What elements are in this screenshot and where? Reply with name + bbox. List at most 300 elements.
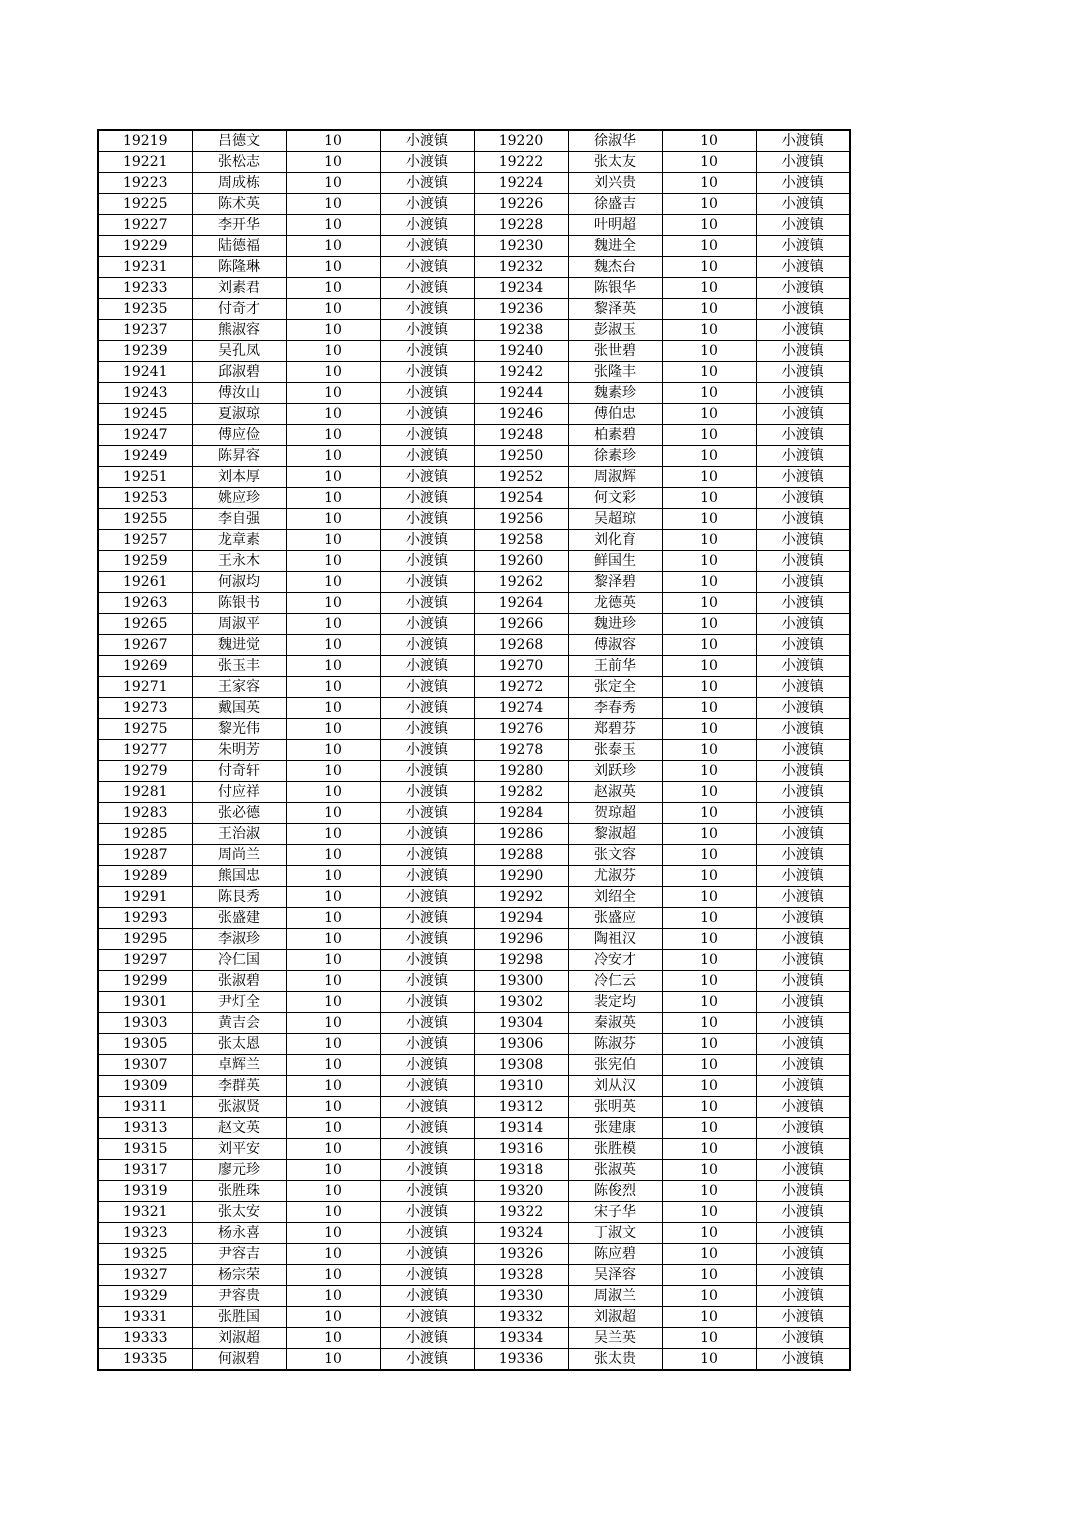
table-row: [98, 1034, 850, 1055]
count-cell: 10: [286, 1286, 380, 1307]
id-cell: 19293: [98, 908, 192, 929]
count-cell: 10: [662, 929, 756, 950]
name-cell: 张定全: [568, 677, 662, 698]
name-cell: 尹容吉: [192, 1244, 286, 1265]
town-cell: 小渡镇: [756, 341, 850, 362]
name-cell: 熊国忠: [192, 866, 286, 887]
name-cell: 陶祖汉: [568, 929, 662, 950]
name-cell: 李淑珍: [192, 929, 286, 950]
table-row: [98, 1118, 850, 1139]
name-cell: 卓辉兰: [192, 1055, 286, 1076]
town-cell: 小渡镇: [756, 152, 850, 173]
count-cell: 10: [286, 509, 380, 530]
count-cell: 10: [286, 1307, 380, 1328]
count-cell: 10: [662, 509, 756, 530]
count-cell: 10: [286, 446, 380, 467]
name-cell: 张盛建: [192, 908, 286, 929]
id-cell: 19231: [98, 257, 192, 278]
id-cell: 19319: [98, 1181, 192, 1202]
town-cell: 小渡镇: [756, 467, 850, 488]
id-cell: 19249: [98, 446, 192, 467]
name-cell: 傅淑容: [568, 635, 662, 656]
town-cell: 小渡镇: [380, 908, 474, 929]
town-cell: 小渡镇: [380, 1265, 474, 1286]
count-cell: 10: [286, 1097, 380, 1118]
count-cell: 10: [662, 950, 756, 971]
town-cell: 小渡镇: [380, 845, 474, 866]
town-cell: 小渡镇: [756, 866, 850, 887]
count-cell: 10: [286, 803, 380, 824]
id-cell: 19320: [474, 1181, 568, 1202]
name-cell: 戴国英: [192, 698, 286, 719]
table-row: [98, 446, 850, 467]
count-cell: 10: [662, 1181, 756, 1202]
count-cell: 10: [286, 698, 380, 719]
town-cell: 小渡镇: [756, 593, 850, 614]
name-cell: 何淑均: [192, 572, 286, 593]
count-cell: 10: [286, 929, 380, 950]
id-cell: 19327: [98, 1265, 192, 1286]
name-cell: 吴兰英: [568, 1328, 662, 1349]
name-cell: 刘本厚: [192, 467, 286, 488]
name-cell: 周淑平: [192, 614, 286, 635]
name-cell: 陈艮秀: [192, 887, 286, 908]
town-cell: 小渡镇: [756, 1034, 850, 1055]
count-cell: 10: [286, 1349, 380, 1371]
count-cell: 10: [286, 1055, 380, 1076]
count-cell: 10: [286, 1160, 380, 1181]
name-cell: 张太安: [192, 1202, 286, 1223]
name-cell: 张胜模: [568, 1139, 662, 1160]
town-cell: 小渡镇: [756, 677, 850, 698]
name-cell: 张世碧: [568, 341, 662, 362]
id-cell: 19288: [474, 845, 568, 866]
town-cell: 小渡镇: [380, 887, 474, 908]
town-cell: 小渡镇: [380, 362, 474, 383]
id-cell: 19305: [98, 1034, 192, 1055]
town-cell: 小渡镇: [380, 1055, 474, 1076]
id-cell: 19289: [98, 866, 192, 887]
town-cell: 小渡镇: [380, 782, 474, 803]
town-cell: 小渡镇: [756, 383, 850, 404]
name-cell: 张太贵: [568, 1349, 662, 1371]
name-cell: 李开华: [192, 215, 286, 236]
count-cell: 10: [662, 1349, 756, 1371]
name-cell: 邱淑碧: [192, 362, 286, 383]
count-cell: 10: [286, 782, 380, 803]
town-cell: 小渡镇: [380, 215, 474, 236]
town-cell: 小渡镇: [756, 1181, 850, 1202]
count-cell: 10: [286, 677, 380, 698]
town-cell: 小渡镇: [380, 130, 474, 152]
name-cell: 魏进珍: [568, 614, 662, 635]
id-cell: 19281: [98, 782, 192, 803]
table-row: [98, 593, 850, 614]
town-cell: 小渡镇: [756, 278, 850, 299]
town-cell: 小渡镇: [756, 761, 850, 782]
count-cell: 10: [662, 551, 756, 572]
id-cell: 19279: [98, 761, 192, 782]
name-cell: 陈昇容: [192, 446, 286, 467]
table-row: [98, 887, 850, 908]
id-cell: 19236: [474, 299, 568, 320]
name-cell: 周成栋: [192, 173, 286, 194]
id-cell: 19252: [474, 467, 568, 488]
count-cell: 10: [662, 1286, 756, 1307]
name-cell: 张必德: [192, 803, 286, 824]
id-cell: 19334: [474, 1328, 568, 1349]
table-row: [98, 488, 850, 509]
id-cell: 19221: [98, 152, 192, 173]
table-row: [98, 299, 850, 320]
count-cell: 10: [286, 1013, 380, 1034]
id-cell: 19264: [474, 593, 568, 614]
town-cell: 小渡镇: [380, 488, 474, 509]
name-cell: 张隆丰: [568, 362, 662, 383]
town-cell: 小渡镇: [756, 1118, 850, 1139]
town-cell: 小渡镇: [756, 236, 850, 257]
id-cell: 19300: [474, 971, 568, 992]
id-cell: 19220: [474, 130, 568, 152]
town-cell: 小渡镇: [756, 446, 850, 467]
town-cell: 小渡镇: [380, 1181, 474, 1202]
town-cell: 小渡镇: [380, 173, 474, 194]
id-cell: 19262: [474, 572, 568, 593]
id-cell: 19292: [474, 887, 568, 908]
count-cell: 10: [662, 866, 756, 887]
count-cell: 10: [662, 383, 756, 404]
count-cell: 10: [662, 1097, 756, 1118]
count-cell: 10: [662, 824, 756, 845]
name-cell: 龙章素: [192, 530, 286, 551]
name-cell: 付奇轩: [192, 761, 286, 782]
town-cell: 小渡镇: [756, 740, 850, 761]
count-cell: 10: [662, 908, 756, 929]
count-cell: 10: [662, 782, 756, 803]
table-row: [98, 677, 850, 698]
table-row: [98, 130, 850, 152]
table-row: [98, 1013, 850, 1034]
count-cell: 10: [662, 1307, 756, 1328]
town-cell: 小渡镇: [380, 278, 474, 299]
town-cell: 小渡镇: [756, 1223, 850, 1244]
id-cell: 19245: [98, 404, 192, 425]
id-cell: 19248: [474, 425, 568, 446]
name-cell: 魏进觉: [192, 635, 286, 656]
count-cell: 10: [286, 488, 380, 509]
town-cell: 小渡镇: [756, 425, 850, 446]
name-cell: 付奇才: [192, 299, 286, 320]
town-cell: 小渡镇: [380, 740, 474, 761]
id-cell: 19308: [474, 1055, 568, 1076]
id-cell: 19229: [98, 236, 192, 257]
count-cell: 10: [286, 257, 380, 278]
id-cell: 19296: [474, 929, 568, 950]
town-cell: 小渡镇: [380, 236, 474, 257]
id-cell: 19312: [474, 1097, 568, 1118]
count-cell: 10: [286, 887, 380, 908]
table-row: [98, 719, 850, 740]
id-cell: 19285: [98, 824, 192, 845]
count-cell: 10: [662, 971, 756, 992]
name-cell: 龙德英: [568, 593, 662, 614]
count-cell: 10: [662, 1328, 756, 1349]
id-cell: 19239: [98, 341, 192, 362]
id-cell: 19324: [474, 1223, 568, 1244]
name-cell: 陈应碧: [568, 1244, 662, 1265]
name-cell: 郑碧芬: [568, 719, 662, 740]
name-cell: 吴泽容: [568, 1265, 662, 1286]
count-cell: 10: [286, 1202, 380, 1223]
name-cell: 刘淑超: [568, 1307, 662, 1328]
town-cell: 小渡镇: [756, 719, 850, 740]
count-cell: 10: [662, 152, 756, 173]
id-cell: 19307: [98, 1055, 192, 1076]
name-cell: 周淑辉: [568, 467, 662, 488]
table-row: [98, 992, 850, 1013]
table-row: [98, 971, 850, 992]
town-cell: 小渡镇: [380, 1328, 474, 1349]
town-cell: 小渡镇: [756, 173, 850, 194]
table-row: [98, 698, 850, 719]
id-cell: 19230: [474, 236, 568, 257]
data-table: [97, 129, 851, 1371]
town-cell: 小渡镇: [756, 1139, 850, 1160]
table-row: [98, 1097, 850, 1118]
count-cell: 10: [286, 1328, 380, 1349]
id-cell: 19233: [98, 278, 192, 299]
table-row: [98, 929, 850, 950]
id-cell: 19283: [98, 803, 192, 824]
count-cell: 10: [286, 404, 380, 425]
count-cell: 10: [662, 362, 756, 383]
name-cell: 陈隆琳: [192, 257, 286, 278]
town-cell: 小渡镇: [380, 635, 474, 656]
name-cell: 冷仁国: [192, 950, 286, 971]
town-cell: 小渡镇: [380, 446, 474, 467]
town-cell: 小渡镇: [756, 572, 850, 593]
town-cell: 小渡镇: [380, 971, 474, 992]
town-cell: 小渡镇: [756, 551, 850, 572]
table-row: [98, 341, 850, 362]
name-cell: 黎泽英: [568, 299, 662, 320]
town-cell: 小渡镇: [756, 824, 850, 845]
id-cell: 19247: [98, 425, 192, 446]
town-cell: 小渡镇: [380, 803, 474, 824]
name-cell: 叶明超: [568, 215, 662, 236]
count-cell: 10: [286, 1118, 380, 1139]
name-cell: 黎淑超: [568, 824, 662, 845]
count-cell: 10: [286, 950, 380, 971]
id-cell: 19273: [98, 698, 192, 719]
town-cell: 小渡镇: [380, 1160, 474, 1181]
count-cell: 10: [662, 656, 756, 677]
town-cell: 小渡镇: [756, 215, 850, 236]
town-cell: 小渡镇: [756, 845, 850, 866]
table-row: [98, 614, 850, 635]
town-cell: 小渡镇: [380, 1097, 474, 1118]
name-cell: 周尚兰: [192, 845, 286, 866]
town-cell: 小渡镇: [380, 1034, 474, 1055]
name-cell: 李春秀: [568, 698, 662, 719]
town-cell: 小渡镇: [756, 656, 850, 677]
town-cell: 小渡镇: [756, 1265, 850, 1286]
count-cell: 10: [662, 1244, 756, 1265]
name-cell: 吕德文: [192, 130, 286, 152]
table-row: [98, 278, 850, 299]
count-cell: 10: [662, 992, 756, 1013]
name-cell: 张淑贤: [192, 1097, 286, 1118]
table-row: [98, 1307, 850, 1328]
table-row: [98, 173, 850, 194]
name-cell: 张太恩: [192, 1034, 286, 1055]
name-cell: 刘化育: [568, 530, 662, 551]
name-cell: 魏杰台: [568, 257, 662, 278]
id-cell: 19336: [474, 1349, 568, 1371]
name-cell: 鲜国生: [568, 551, 662, 572]
count-cell: 10: [662, 740, 756, 761]
town-cell: 小渡镇: [380, 761, 474, 782]
id-cell: 19223: [98, 173, 192, 194]
id-cell: 19274: [474, 698, 568, 719]
count-cell: 10: [286, 761, 380, 782]
id-cell: 19313: [98, 1118, 192, 1139]
table-row: [98, 761, 850, 782]
id-cell: 19246: [474, 404, 568, 425]
count-cell: 10: [662, 572, 756, 593]
count-cell: 10: [286, 551, 380, 572]
town-cell: 小渡镇: [380, 194, 474, 215]
name-cell: 柏素碧: [568, 425, 662, 446]
name-cell: 张淑碧: [192, 971, 286, 992]
id-cell: 19226: [474, 194, 568, 215]
id-cell: 19258: [474, 530, 568, 551]
name-cell: 傅伯忠: [568, 404, 662, 425]
name-cell: 黎光伟: [192, 719, 286, 740]
name-cell: 张太友: [568, 152, 662, 173]
count-cell: 10: [286, 341, 380, 362]
id-cell: 19323: [98, 1223, 192, 1244]
id-cell: 19287: [98, 845, 192, 866]
id-cell: 19316: [474, 1139, 568, 1160]
count-cell: 10: [662, 1034, 756, 1055]
table-row: [98, 950, 850, 971]
name-cell: 刘从汉: [568, 1076, 662, 1097]
town-cell: 小渡镇: [756, 614, 850, 635]
id-cell: 19271: [98, 677, 192, 698]
id-cell: 19297: [98, 950, 192, 971]
table-row: [98, 824, 850, 845]
table-row: [98, 257, 850, 278]
count-cell: 10: [662, 194, 756, 215]
town-cell: 小渡镇: [380, 320, 474, 341]
id-cell: 19335: [98, 1349, 192, 1371]
name-cell: 何淑碧: [192, 1349, 286, 1371]
name-cell: 杨永喜: [192, 1223, 286, 1244]
name-cell: 刘素君: [192, 278, 286, 299]
id-cell: 19255: [98, 509, 192, 530]
id-cell: 19219: [98, 130, 192, 152]
id-cell: 19290: [474, 866, 568, 887]
count-cell: 10: [662, 1076, 756, 1097]
name-cell: 傅汝山: [192, 383, 286, 404]
town-cell: 小渡镇: [380, 950, 474, 971]
table-row: [98, 1076, 850, 1097]
town-cell: 小渡镇: [756, 257, 850, 278]
table-row: [98, 740, 850, 761]
town-cell: 小渡镇: [756, 698, 850, 719]
town-cell: 小渡镇: [380, 677, 474, 698]
id-cell: 19261: [98, 572, 192, 593]
town-cell: 小渡镇: [756, 887, 850, 908]
town-cell: 小渡镇: [380, 719, 474, 740]
id-cell: 19250: [474, 446, 568, 467]
id-cell: 19254: [474, 488, 568, 509]
name-cell: 刘跃珍: [568, 761, 662, 782]
id-cell: 19311: [98, 1097, 192, 1118]
name-cell: 吴超琼: [568, 509, 662, 530]
town-cell: 小渡镇: [380, 152, 474, 173]
name-cell: 裴定均: [568, 992, 662, 1013]
table-row: [98, 1349, 850, 1371]
id-cell: 19238: [474, 320, 568, 341]
count-cell: 10: [286, 614, 380, 635]
town-cell: 小渡镇: [756, 1349, 850, 1371]
id-cell: 19276: [474, 719, 568, 740]
id-cell: 19328: [474, 1265, 568, 1286]
id-cell: 19269: [98, 656, 192, 677]
id-cell: 19242: [474, 362, 568, 383]
id-cell: 19331: [98, 1307, 192, 1328]
table-row: [98, 572, 850, 593]
name-cell: 张淑英: [568, 1160, 662, 1181]
id-cell: 19234: [474, 278, 568, 299]
id-cell: 19291: [98, 887, 192, 908]
town-cell: 小渡镇: [380, 467, 474, 488]
name-cell: 姚应珍: [192, 488, 286, 509]
name-cell: 张盛应: [568, 908, 662, 929]
table-row: [98, 215, 850, 236]
town-cell: 小渡镇: [380, 1013, 474, 1034]
count-cell: 10: [286, 1181, 380, 1202]
town-cell: 小渡镇: [380, 1286, 474, 1307]
town-cell: 小渡镇: [380, 1223, 474, 1244]
table-row: [98, 1265, 850, 1286]
town-cell: 小渡镇: [756, 1076, 850, 1097]
town-cell: 小渡镇: [380, 1307, 474, 1328]
count-cell: 10: [662, 530, 756, 551]
town-cell: 小渡镇: [380, 824, 474, 845]
id-cell: 19302: [474, 992, 568, 1013]
table-row: [98, 383, 850, 404]
count-cell: 10: [662, 404, 756, 425]
name-cell: 魏素珍: [568, 383, 662, 404]
town-cell: 小渡镇: [756, 509, 850, 530]
id-cell: 19333: [98, 1328, 192, 1349]
name-cell: 王治淑: [192, 824, 286, 845]
town-cell: 小渡镇: [380, 425, 474, 446]
town-cell: 小渡镇: [380, 866, 474, 887]
count-cell: 10: [662, 173, 756, 194]
table-row: [98, 1223, 850, 1244]
table-row: [98, 1055, 850, 1076]
count-cell: 10: [286, 845, 380, 866]
name-cell: 张玉丰: [192, 656, 286, 677]
name-cell: 刘淑超: [192, 1328, 286, 1349]
id-cell: 19259: [98, 551, 192, 572]
count-cell: 10: [662, 320, 756, 341]
count-cell: 10: [662, 467, 756, 488]
